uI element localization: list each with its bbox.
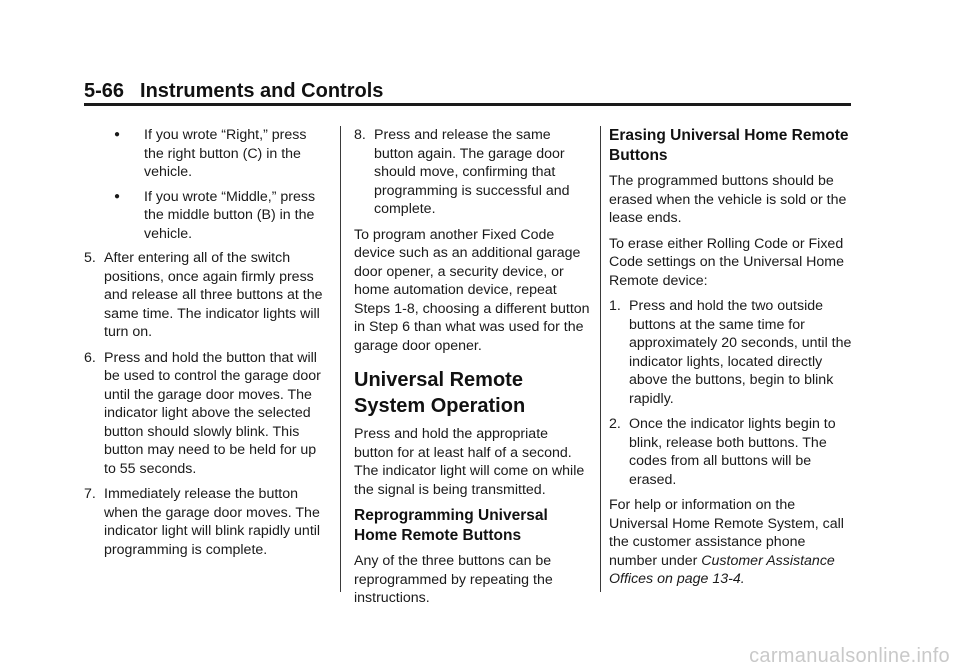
- bullet-item: [114, 126, 324, 182]
- reprogramming-paragraph: Any of the three buttons can be reprogrammed by repeating the instructions.: [354, 553, 553, 606]
- fixed-code-paragraph: To program another Fixed Code device such as an additional garage door opener, a security device, or home automation device, repeat Steps 1-8, choosing a different button in Step 6 than what was used for the garage door opener.: [354, 226, 590, 354]
- column-divider-1: [340, 126, 341, 592]
- help-text: For help or information on the Universal Home Remote System, call the customer assistance phone number under: [609, 497, 844, 569]
- step-number: 2.: [609, 416, 621, 432]
- bullet-icon: ●: [114, 190, 121, 202]
- page-header: [84, 80, 383, 103]
- step-item: [609, 297, 857, 408]
- bullet-icon: ●: [114, 129, 121, 140]
- section-title: Instruments and Controls: [140, 80, 384, 102]
- step-text: Press and hold the two outside buttons at the same time for approximately 20 seconds, until the indicator lights, located directly above the buttons, begin to blink rapidly.: [629, 298, 852, 407]
- help-reference: Customer Assistance Offices on page 13-4.: [609, 552, 835, 587]
- step-item: [84, 349, 324, 479]
- step-text: Once the indicator lights begin to blink, release both buttons. The codes from all buttons will be erased.: [629, 416, 836, 488]
- step-number: 1.: [609, 298, 621, 314]
- step-text: Immediately release the button when the garage door moves. The indicator light will blink rapidly until programming is complete.: [104, 486, 321, 558]
- column-3: [609, 126, 857, 596]
- step-text: After entering all of the switch positions, once again firmly press and release all three buttons at the same time. The indicator lights will turn on.: [104, 250, 323, 340]
- bullet-item: [114, 188, 324, 244]
- operation-paragraph: Press and hold the appropriate button for at least half of a second. The indicator light will come on while the signal is being transmitted.: [354, 426, 585, 498]
- step-text: Press and release the same button again. The garage door should move, confirming that programming is successful and complete.: [374, 127, 570, 217]
- erased-paragraph: The programmed buttons should be erased when the vehicle is sold or the lease ends.: [609, 173, 847, 226]
- page-number: 5-66: [84, 80, 125, 102]
- step-item: [354, 126, 590, 219]
- erasing-heading: Erasing Universal Home Remote Buttons: [609, 127, 849, 164]
- bullet-text: If you wrote “Right,” press the right button (C) in the vehicle.: [144, 127, 307, 180]
- step-number: 6.: [84, 349, 96, 366]
- step-item: [609, 415, 857, 489]
- step-item: [84, 485, 324, 559]
- operation-heading: Universal Remote System Operation: [354, 369, 526, 417]
- reprogramming-heading: Reprogramming Universal Home Remote Buttons: [354, 507, 548, 544]
- column-1: [84, 126, 324, 566]
- to-erase-paragraph: To erase either Rolling Code or Fixed Code settings on the Universal Home Remote device:: [609, 235, 845, 289]
- step-text: Press and hold the button that will be used to control the garage door until the garage door moves. The indicator light above the selected button should slowly blink. This button may need to be held for up to 55 seconds.: [104, 349, 321, 477]
- step-item: [84, 249, 324, 342]
- step-number: 5.: [84, 250, 96, 266]
- column-2: [354, 126, 590, 615]
- bullet-text: If you wrote “Middle,” press the middle button (B) in the vehicle.: [144, 188, 316, 242]
- help-paragraph: [609, 496, 857, 589]
- column-divider-2: [600, 126, 601, 592]
- header-rule: [84, 103, 851, 106]
- step-number: 7.: [84, 486, 96, 502]
- step-number: 8.: [354, 127, 366, 143]
- watermark: carmanualsonline.info: [749, 645, 950, 667]
